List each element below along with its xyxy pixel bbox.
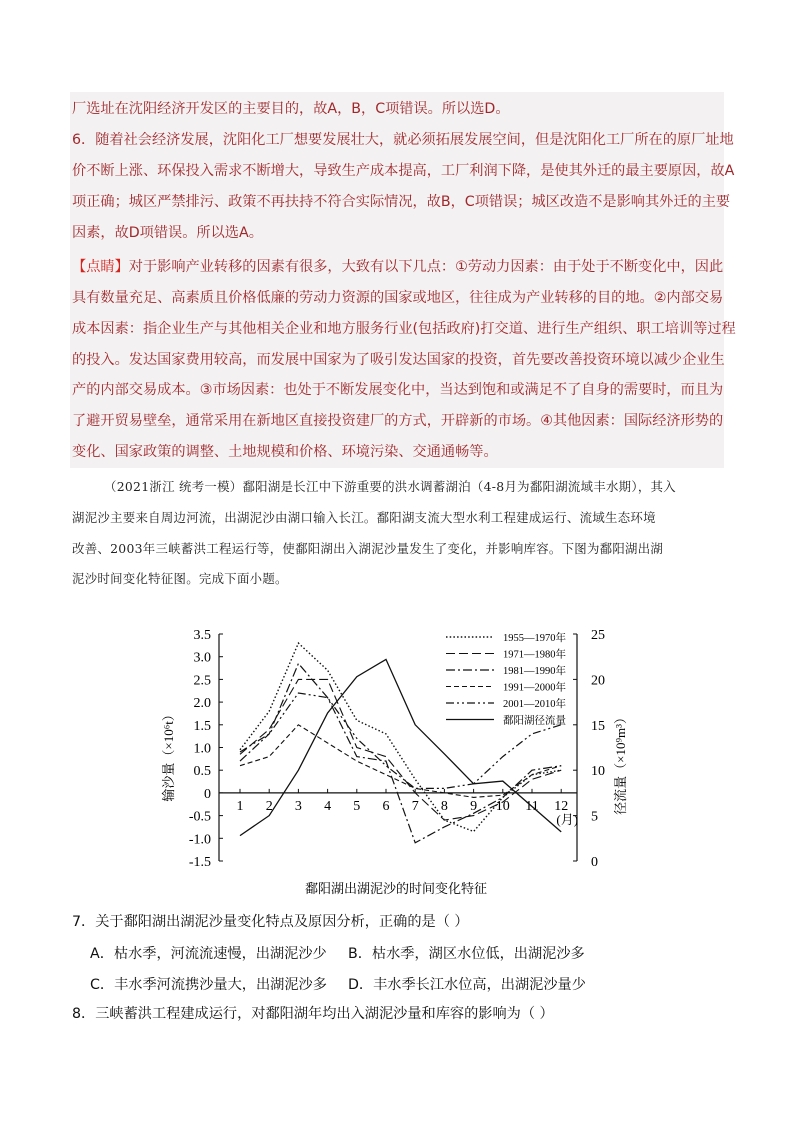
left-tick-label: -1.5 [188,855,211,870]
right-tick-label: 15 [591,718,605,734]
legend-label: 鄱阳湖径流量 [503,715,566,727]
comment-line: 具有数量充足、高素质且价格低廉的劳动力资源的国家或地区，往往成为产业转移的目的地。②内部交易 [72,290,724,306]
answer-line: 价不断上涨、环保投入需求不断增大，导致生产成本提高，工厂利润下降，是使其外迁的最主要原因，故A [72,163,735,179]
x-tick-label: 5 [353,798,361,814]
intro-line: 湖泥沙主要来自周边河流，出湖泥沙由湖口输入长江。鄱阳湖支流大型水利工程建成运行、流域生态环境 [72,510,656,525]
x-tick-label: 3 [294,798,302,814]
intro-line: 改善、2003年三峡蓄洪工程运行等，使鄱阳湖出入湖泥沙量发生了变化，并影响库容。下图为鄱阳湖出湖 [72,541,664,556]
x-tick-label: 4 [324,798,332,814]
left-axis-label: 输沙量（×10⁶t） [161,708,176,802]
intro-line: （2021浙江 统考一模）鄱阳湖是长江中下游重要的洪水调蓄湖泊（4-8月为鄱阳湖流域丰水期），其入 [104,479,676,494]
left-tick-label: 0 [204,786,211,802]
comment-line: 的投入。发达国家费用较高，而发展中国家为了吸引发达国家的投资，首先要改善投资环境以减少企业生 [72,352,725,368]
x-tick-label: 7 [411,798,419,814]
intro-line: 泥沙时间变化特征图。完成下面小题。 [72,571,288,586]
question-7-option-d[interactable]: D．丰水季长江水位高，出湖泥沙量少 [348,977,586,993]
comment-line: 变化、国家政策的调整、土地规模和价格、环境污染、交通通畅等。 [72,444,498,460]
legend-label: 1991—2000年 [503,682,566,694]
legend-label: 1971—1980年 [503,649,566,661]
left-tick-label: 0.5 [193,764,211,780]
x-tick-label: 1 [236,798,244,814]
answer-line: 厂选址在沈阳经济开发区的主要目的，故A，B，C项错误。所以选D。 [72,101,510,117]
legend-label: 1955—1970年 [503,633,566,644]
x-tick-label: 6 [382,798,390,814]
x-tick-label: 8 [440,798,448,814]
answer-line: 因素，故D项错误。所以选A。 [72,225,263,241]
x-axis-label: (月) [556,811,579,827]
x-tick-label: 12 [554,798,569,814]
comment-line: 产的内部交易成本。③市场因素：也处于不断发展变化中，当达到饱和或满足不了自身的需要时，而且为 [72,382,724,398]
chart-axes [161,628,628,870]
x-tick-label: 9 [470,798,478,814]
chart-legend [446,631,567,727]
x-tick-label: 10 [495,798,510,814]
right-axis-label: 径流量（×10⁹m³） [613,710,628,815]
right-tick-label: 0 [591,855,598,870]
right-tick-label: 5 [591,809,598,825]
right-tick-label: 25 [591,628,605,643]
comment-text: 对于影响产业转移的因素有很多，大致有以下几点：①劳动力因素：由于处于不断变化中，因此 [128,259,724,275]
question-7-stem: 7．关于鄱阳湖出湖泥沙量变化特点及原因分析，正确的是（ ） [72,914,469,930]
x-tick-label: 11 [525,798,539,814]
comment-line: 成本因素：指企业生产与其他相关企业和地方服务行业(包括政府)打交道、进行生产组织、职工培训等过程 [72,321,736,337]
question-7-option-c[interactable]: C．丰水季河流携沙量大，出湖泥沙多 [90,977,327,993]
left-tick-label: -0.5 [188,809,211,825]
left-tick-label: 1.5 [193,718,211,734]
left-tick-label: 3.0 [193,650,211,666]
chart-title: 鄱阳湖出湖泥沙的时间变化特征 [304,881,488,896]
comment-line: 了避开贸易壁垒，通常采用在新地区直接投资建厂的方式，开辟新的市场。④其他因素：国际经济形势的 [72,413,724,429]
legend-label: 1981—1990年 [503,666,566,677]
left-tick-label: 2.0 [193,696,211,712]
legend-label: 2001—2010年 [503,699,566,710]
left-tick-label: -1.0 [188,832,211,848]
comment-line [72,257,723,277]
answer-line: 项正确；城区严禁排污、政策不再扶持不符合实际情况，故B，C项错误；城区改造不是影响其外迁的主要 [72,194,731,210]
left-tick-label: 1.0 [193,741,211,757]
question-8-stem: 8．三峡蓄洪工程建成运行，对鄱阳湖年均出入湖泥沙量和库容的影响为（ ） [72,1006,554,1022]
left-tick-label: 3.5 [193,628,211,643]
comment-tag: 【点睛】 [72,259,129,275]
sediment-chart [0,610,794,910]
question-7-option-b[interactable]: B．枯水季，湖区水位低，出湖泥沙多 [348,946,585,962]
right-tick-label: 20 [591,673,605,689]
x-tick-label: 2 [265,798,273,814]
answer-line: 6．随着社会经济发展，沈阳化工厂想要发展壮大，就必须拓展发展空间，但是沈阳化工厂所在的原厂址地 [72,132,734,148]
left-tick-label: 2.5 [193,673,211,689]
question-7-option-a[interactable]: A．枯水季，河流流速慢，出湖泥沙少 [90,946,327,962]
right-tick-label: 10 [591,764,605,780]
